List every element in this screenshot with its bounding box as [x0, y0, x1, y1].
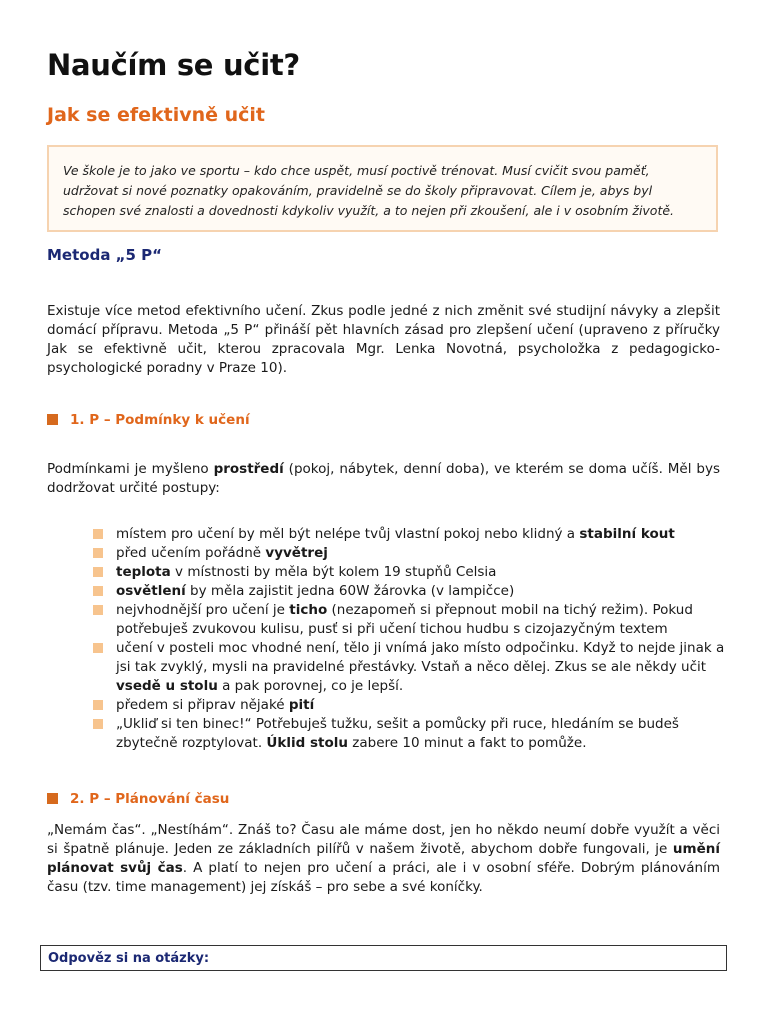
bold-text: stabilní kout	[579, 526, 675, 542]
bullet-square	[93, 700, 103, 710]
list-item	[93, 601, 733, 639]
page-subtitle: Jak se efektivně učit	[47, 104, 266, 126]
page-title: Naučím se učit?	[47, 48, 300, 82]
bold-text: Úklid stolu	[266, 735, 348, 751]
bullet-square	[93, 586, 103, 596]
list-item	[93, 639, 733, 696]
list-item-text: osvětlení by měla zajistit jedna 60W žárovka (v lampičce)	[116, 583, 515, 599]
intro-quote-box	[47, 145, 718, 232]
list-item-text: „Ukliď si ten binec!“ Potřebuješ tužku, sešit a pomůcky při ruce, hledáním se budeš zbytečně rozptylovat. Úklid stolu zabere 10 minut a fakt to pomůže.	[116, 716, 679, 751]
list-item	[93, 696, 733, 715]
bullet-square	[93, 529, 103, 539]
bullet-square	[93, 567, 103, 577]
section-1-heading	[47, 412, 250, 428]
bold-text: ticho	[289, 602, 328, 618]
list-item	[93, 582, 733, 601]
bold-text: prostředí	[213, 461, 284, 477]
method-paragraph: Existuje více metod efektivního učení. Zkus podle jedné z nich změnit své studijní návyky a zlepšit domácí přípravu. Metoda „5 P“ přináší pět hlavních zásad pro zlepšení učení (upraveno z příručky Jak se efektivně učit, kterou zpracovala Mgr. Lenka Novotná, psycholožka z pedagogicko-psychologické poradny v Praze 10).	[47, 303, 720, 376]
questions-box	[40, 945, 727, 971]
section-2-heading	[47, 791, 229, 807]
list-item-text: předem si připrav nějaké pití	[116, 697, 315, 713]
conditions-list	[93, 525, 733, 753]
section-1-heading-text: 1. P – Podmínky k učení	[70, 412, 250, 428]
bold-text: vyvětrej	[265, 545, 328, 561]
bullet-square	[93, 719, 103, 729]
list-item-text: místem pro učení by měl být nelépe tvůj vlastní pokoj nebo klidný a stabilní kout	[116, 526, 675, 542]
bold-text: vsedě u stolu	[116, 678, 218, 694]
method-heading: Metoda „5 P“	[47, 246, 163, 264]
bold-text: umění plánovat svůj čas	[47, 841, 720, 876]
list-item-text: teplota v místnosti by měla být kolem 19 stupňů Celsia	[116, 564, 497, 580]
bold-text: teplota	[116, 564, 171, 580]
bullet-square	[93, 643, 103, 653]
list-item	[93, 715, 733, 753]
section-2-heading-text: 2. P – Plánování času	[70, 791, 230, 807]
list-item-text: nejvhodnější pro učení je ticho (nezapomeň si přepnout mobil na tichý režim). Pokud potřebuješ zvukovou kulisu, pusť si při učení tichou hudbu s cizojazyčným textem	[116, 602, 693, 637]
bullet-square	[93, 548, 103, 558]
list-item	[93, 544, 733, 563]
section-marker-square	[47, 414, 58, 425]
questions-label: Odpověz si na otázky:	[48, 951, 210, 966]
section-2-paragraph: „Nemám čas“. „Nestíhám“. Znáš to? Času ale máme dost, jen ho někdo neumí dobře využít a věci si špatně plánuje. Jeden ze základních pilířů v našem životě, abychom dobře fungovali, je umění plánovat svůj čas. A platí to nejen pro učení a práci, ale i v osobní sféře. Dobrým plánováním času (tzv. time management) jej získáš – pro sebe a své koníčky.	[47, 822, 720, 895]
intro-quote-text: Ve škole je to jako ve sportu – kdo chce uspět, musí poctivě trénovat. Musí cvičit svou paměť, udržovat si nové poznatky opakováním, pravidelně se do školy připravovat. Cílem je, abys byl schopen své znalosti a dovednosti kdykoliv využít, a to nejen při zkoušení, ale i v osobním životě.	[63, 163, 675, 218]
list-item	[93, 525, 733, 544]
section-marker-square	[47, 793, 58, 804]
list-item	[93, 563, 733, 582]
bold-text: pití	[288, 697, 315, 713]
list-item-text: učení v posteli moc vhodné není, tělo ji vnímá jako místo odpočinku. Když to nejde jinak a jsi tak zvyklý, mysli na pravidelné přestávky. Vstaň a něco dělej. Zkus se ale někdy učit vsedě u stolu a pak porovnej, co je lepší.	[116, 640, 725, 694]
bold-text: osvětlení	[116, 583, 186, 599]
list-item-text: před učením pořádně vyvětrej	[116, 545, 328, 561]
section-1-intro: Podmínkami je myšleno prostředí (pokoj, nábytek, denní doba), ve kterém se doma učíš. Měl bys dodržovat určité postupy:	[47, 461, 720, 496]
bullet-square	[93, 605, 103, 615]
